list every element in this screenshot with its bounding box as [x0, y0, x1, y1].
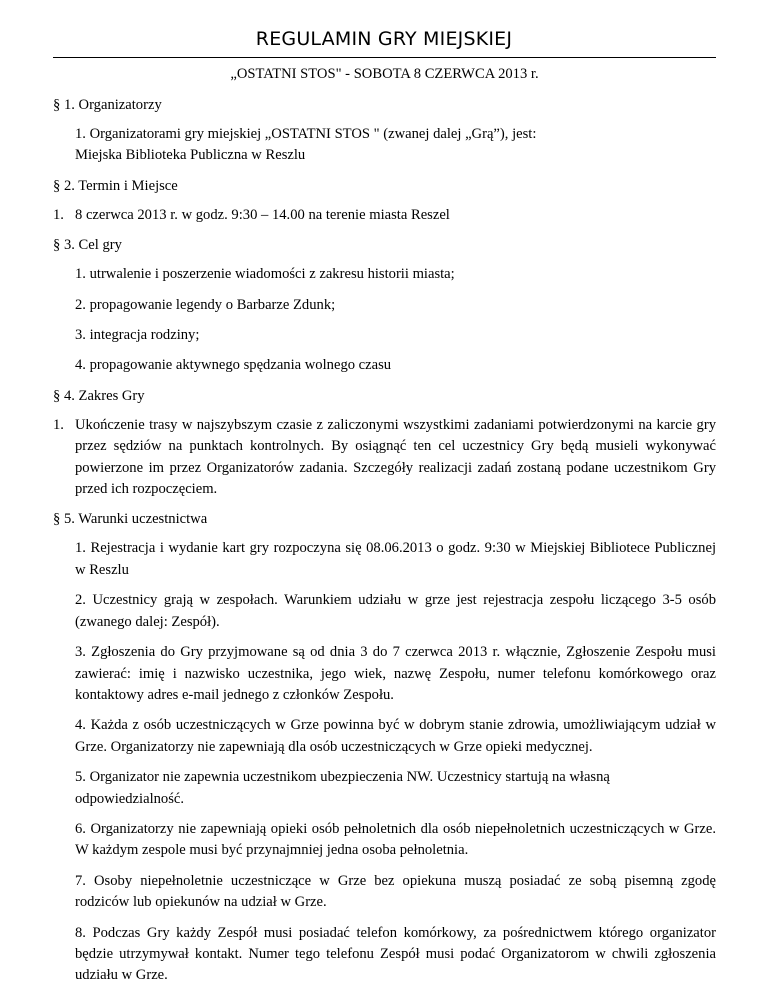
list-item: 2. propagowanie legendy o Barbarze Zdunk; — [75, 296, 336, 313]
time-place-text: 8 czerwca 2013 r. w godz. 9:30 – 14.00 na terenie miasta Reszel — [75, 206, 450, 223]
document-body — [53, 64, 716, 996]
section-heading-conditions: § 5. Warunki uczestnictwa — [53, 511, 208, 528]
title-underline — [53, 57, 716, 58]
list-item: 2. Uczestnicy grają w zespołach. Warunkiem udziału w grze jest rejestracja zespołu liczącego 3-5 osób (zwanego dalej: Zespół). — [75, 592, 716, 630]
list-number: 1. — [53, 206, 64, 223]
scope-item — [53, 415, 716, 501]
list-item: 1. utrwalenie i poszerzenie wiadomości z zakresu historii miasta; — [75, 266, 455, 283]
organizers-paragraph — [75, 124, 716, 167]
event-subtitle: „OSTATNI STOS" - SOBOTA 8 CZERWCA 2013 r. — [230, 66, 539, 82]
list-item: 6. Organizatorzy nie zapewniają opieki osób pełnoletnich dla osób niepełnoletnich uczestniczących w Grze. W każdym zespole musi być przynajmniej jedna osoba pełnoletnia. — [75, 820, 716, 859]
scope-text: Ukończenie trasy w najszybszym czasie z zaliczonymi wszystkimi zadaniami potwierdzonymi na karcie gry przez sędziów na punktach kontrolnych. By osiągnąć ten cel uczestnicy Gry będą musieli wykonywać powierzone im przez Organizatorów zadania. Szczegóły realizacji zadań zostaną podane uczestnikom Gry przed ich rozpoczęciem. — [75, 416, 716, 498]
list-item: 4. propagowanie aktywnego spędzania wolnego czasu — [75, 357, 392, 374]
time-place-item — [53, 205, 716, 226]
list-item: 3. integracja rodziny; — [75, 327, 200, 344]
list-item: 1. Rejestracja i wydanie kart gry rozpoczyna się 08.06.2013 o godz. 9:30 w Miejskiej Bibliotece Publicznej w Reszlu — [75, 540, 716, 578]
list-item: 3. Zgłoszenia do Gry przyjmowane są od dnia 3 do 7 czerwca 2013 r. włącznie, Zgłoszenie Zespołu musi zawierać: imię i nazwisko uczestnika, jego wiek, nazwę Zespołu, numer telefonu komórkowego oraz kontaktowy adres e-mail jednego z członków Zespołu. — [75, 644, 716, 703]
list-item: 4. Każda z osób uczestniczących w Grze powinna być w dobrym stanie zdrowia, umożliwiającym udział w Grze. Organizatorzy nie zapewniają dla osób uczestniczących w Grze opieki medycznej. — [75, 717, 716, 755]
section-heading-time-place: § 2. Termin i Miejsce — [53, 177, 178, 194]
section-heading-goal: § 3. Cel gry — [53, 237, 122, 254]
list-item: 8. Podczas Gry każdy Zespół musi posiadać telefon komórkowy, za pośrednictwem którego organizator będzie utrzymywał kontakt. Numer tego telefonu Zespół musi podać Organizatorom w chwili zgłoszenia udziału w Grze. — [75, 924, 716, 984]
page-title: REGULAMIN GRY MIEJSKIEJ — [255, 28, 513, 50]
organizers-line-1: 1. Organizatorami gry miejskiej „OSTATNI STOS " (zwanej dalej „Grą”), jest: — [75, 126, 537, 142]
organizers-line-2: Miejska Biblioteka Publiczna w Reszlu — [75, 147, 306, 164]
section-heading-organizers: § 1. Organizatorzy — [53, 97, 162, 113]
section-heading-scope: § 4. Zakres Gry — [53, 387, 145, 404]
list-number: 1. — [53, 416, 64, 433]
list-item: 7. Osoby niepełnoletnie uczestniczące w Grze bez opiekuna muszą posiadać ze sobą pisemną zgodę rodziców lub opiekunów na udział w Grze. — [75, 872, 716, 911]
list-item: 5. Organizator nie zapewnia uczestnikom ubezpieczenia NW. Uczestnicy startują na własną odpowiedzialność. — [75, 769, 610, 807]
